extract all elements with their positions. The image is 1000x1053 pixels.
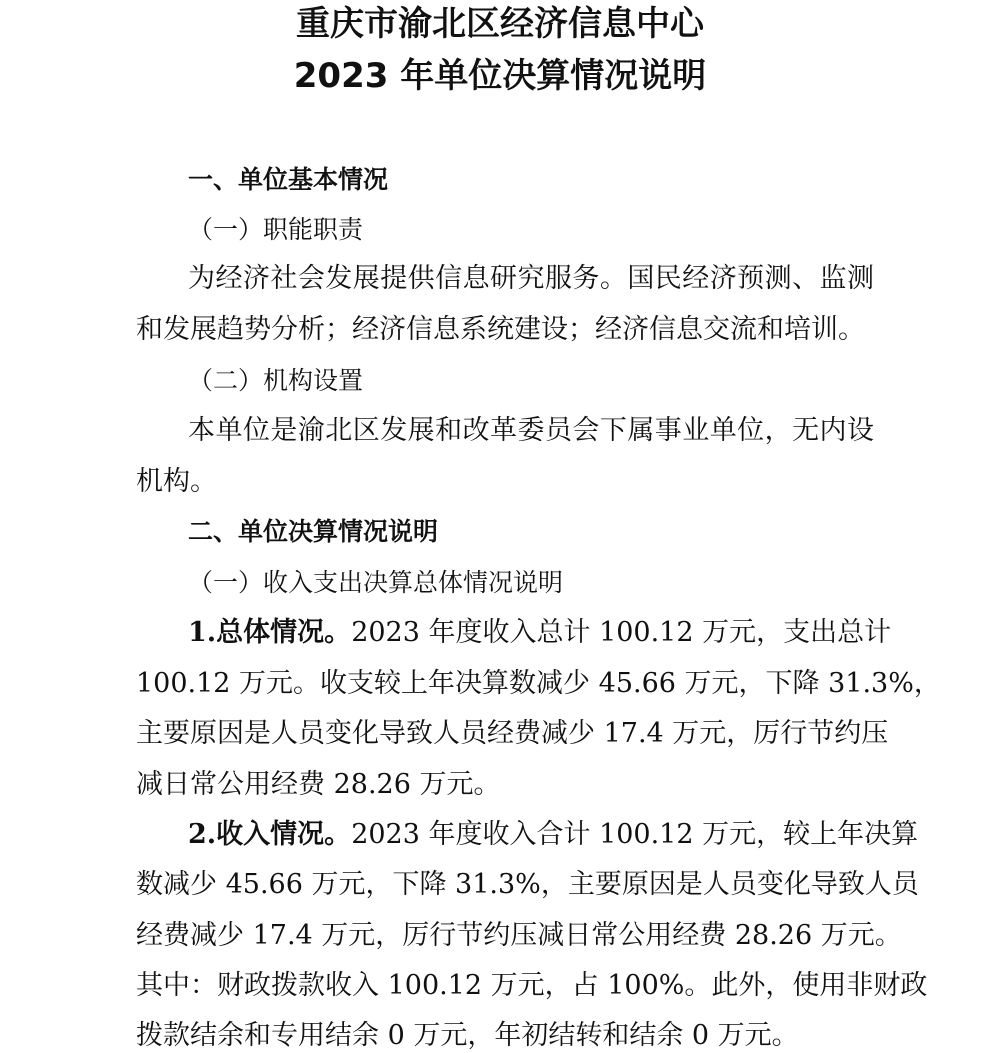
para2-lead: 2.收入情况。 (188, 819, 352, 850)
section1-sub1-heading: （一）职能职责 (188, 215, 364, 244)
section1-sub2-line1: 本单位是渝北区发展和改革委员会下属事业单位，无内设 (188, 415, 874, 446)
para2-line5: 拨款结余和专用结余 0 万元，年初结转和结余 0 万元。 (136, 1020, 799, 1051)
para1-lead: 1.总体情况。 (188, 617, 352, 648)
para2-first-line-rest: 2023 年度收入合计 100.12 万元，较上年决算 (351, 819, 919, 850)
para1-first-line (188, 616, 892, 650)
para1-line2: 100.12 万元。收支较上年决算数减少 45.66 万元，下降 31.3%， (136, 668, 941, 699)
para2-line3: 经费减少 17.4 万元，厉行节约压减日常公用经费 28.26 万元。 (136, 920, 902, 951)
document-title-line1: 重庆市渝北区经济信息中心 (296, 4, 704, 44)
para2-first-line (188, 818, 919, 852)
section1-sub2-line2: 机构。 (136, 466, 217, 497)
para1-first-line-rest: 2023 年度收入总计 100.12 万元，支出总计 (351, 617, 892, 648)
section2-heading: 二、单位决算情况说明 (188, 517, 439, 546)
para1-line4: 减日常公用经费 28.26 万元。 (136, 769, 501, 800)
section2-sub1-heading: （一）收入支出决算总体情况说明 (188, 568, 564, 597)
document-title-line2: 2023 年单位决算情况说明 (293, 56, 707, 96)
section1-heading: 一、单位基本情况 (188, 165, 389, 194)
section1-sub1-line2: 和发展趋势分析；经济信息系统建设；经济信息交流和培训。 (136, 314, 865, 345)
para2-line2: 数减少 45.66 万元，下降 31.3%，主要原因是人员变化导致人员 (136, 869, 919, 900)
para1-line3: 主要原因是人员变化导致人员经费减少 17.4 万元，厉行节约压 (136, 718, 889, 749)
section1-sub2-heading: （二）机构设置 (188, 366, 364, 395)
section1-sub1-line1: 为经济社会发展提供信息研究服务。国民经济预测、监测 (188, 263, 874, 294)
para2-line4: 其中：财政拨款收入 100.12 万元，占 100%。此外，使用非财政 (136, 970, 928, 1001)
